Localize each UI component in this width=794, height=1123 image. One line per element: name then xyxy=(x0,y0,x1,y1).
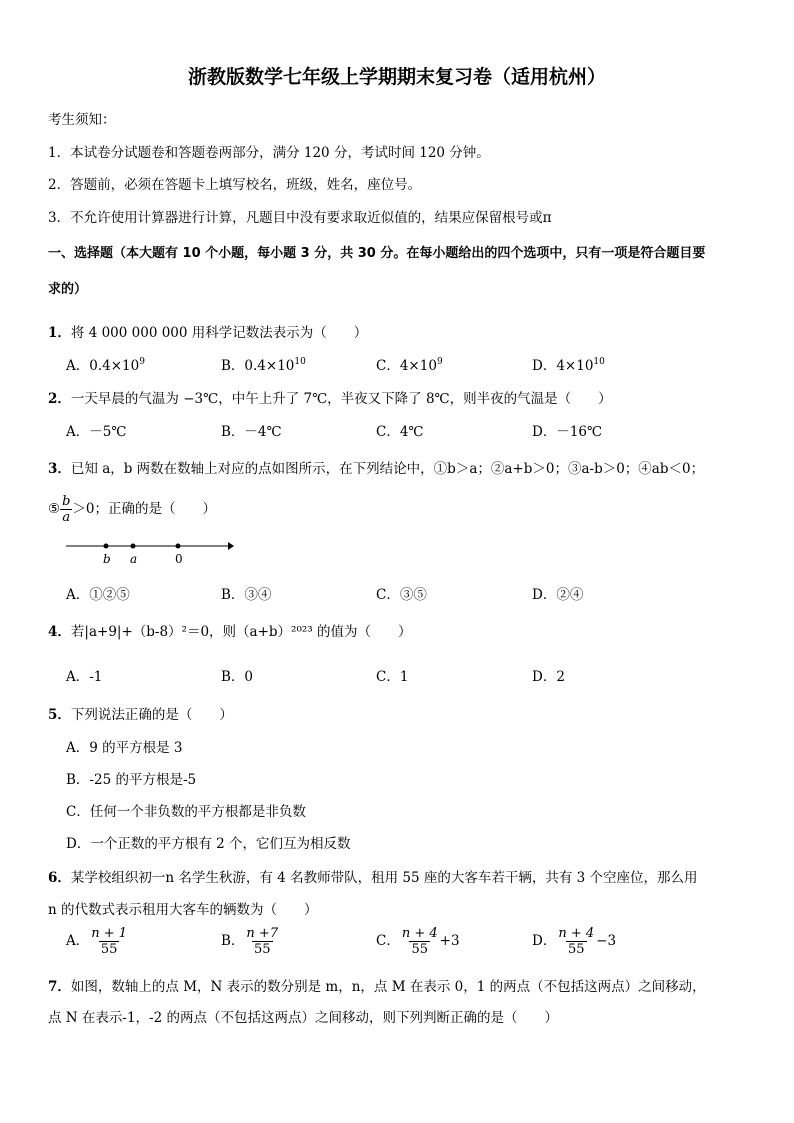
fraction-b-over-a: $\frac{b}{a}$ xyxy=(62,494,71,525)
question-7: 7．如图，数轴上的点 M，N 表示的数分别是 m，n，点 M 在表示 0，1 的两点（不包括这两点）之间移动， xyxy=(48,979,706,995)
q4-option-d: D．2 xyxy=(532,669,565,685)
question-6-cont: n 的代数式表示租用大客车的辆数为（ ） xyxy=(48,902,318,918)
q6-option-d: D． $\frac{n + 4}{55}$ −3 xyxy=(532,926,617,957)
notice-heading: 考生须知： xyxy=(48,112,116,128)
axis-label-zero: 0 xyxy=(175,552,183,566)
q1-option-a: A．$0.4\times 10^9$ xyxy=(66,357,145,374)
section-heading: 一、选择题（本大题有 10 个小题，每小题 3 分，共 30 分。在每小题给出的四个选项中，只有一项是符合题目要 xyxy=(48,246,706,261)
q1-option-d: D．$4\times 10^{10}$ xyxy=(532,357,605,374)
notice-item-1: 1．本试卷分试题卷和答题卷两部分，满分 120 分，考试时间 120 分钟。 xyxy=(48,145,490,161)
axis-label-a: a xyxy=(130,552,138,566)
q6-option-b: B． $\frac{n +7}{55}$ xyxy=(221,926,279,957)
q4-option-b: B．0 xyxy=(221,669,254,685)
question-1 xyxy=(48,321,367,341)
q6-option-a: A． $\frac{n + 1}{55}$ xyxy=(66,926,128,957)
question-3: 3．已知 a，b 两数在数轴上对应的点如图所示，在下列结论中，①b＞a；②a+b＞0；③a-b＞0；④ab＜0； xyxy=(48,461,705,477)
page-title: 浙教版数学七年级上学期期末复习卷（适用杭州） xyxy=(187,66,606,88)
q4-option-a: A．-1 xyxy=(66,669,103,685)
question-text: 将 4 000 000 000 用科学记数法表示为（ ） xyxy=(70,325,368,341)
question-4: 4．若|a+9|+（b-8）²＝0，则（a+b）²⁰²³ 的值为（ ） xyxy=(48,624,412,640)
q3-option-a: A．①②⑤ xyxy=(66,587,130,603)
question-6: 6．某学校组织初一n 名学生秋游，有 4 名教师带队，租用 55 座的大客车若干辆，共有 3 个空座位，那么用 xyxy=(48,870,698,886)
q5-option-b: B．-25 的平方根是-5 xyxy=(66,772,197,788)
q2-option-b: B．－4℃ xyxy=(221,424,282,440)
question-3-cont: ⑤ $\frac{b}{a}$ ＞0；正确的是（ ） xyxy=(48,494,217,525)
q4-option-c: C．1 xyxy=(376,669,409,685)
notice-item-2: 2．答题前，必须在答题卡上填写校名，班级，姓名，座位号。 xyxy=(48,177,422,193)
q1-option-b: B．$0.4\times 10^{10}$ xyxy=(221,357,306,374)
number-line-figure xyxy=(64,538,234,568)
q3-option-d: D．②④ xyxy=(532,587,584,603)
q3-option-b: B．③④ xyxy=(221,587,272,603)
q1-option-c: C．$4\times 10^9$ xyxy=(376,357,443,374)
q5-option-d: D．一个正数的平方根有 2 个，它们互为相反数 xyxy=(66,836,351,852)
question-5: 5．下列说法正确的是（ ） xyxy=(48,707,233,723)
question-number: 1． xyxy=(48,325,71,341)
q5-option-a: A．9 的平方根是 3 xyxy=(66,740,183,756)
q2-option-d: D．－16℃ xyxy=(532,424,603,440)
question-7-cont: 点 N 在表示-1，-2 的两点（不包括这两点）之间移动，则下列判断正确的是（ ） xyxy=(48,1010,558,1026)
q2-option-a: A．－5℃ xyxy=(66,424,127,440)
q3-option-c: C．③⑤ xyxy=(376,587,427,603)
q6-option-c: C． $\frac{n + 4}{55}$ +3 xyxy=(376,926,460,957)
section-heading-cont: 求的） xyxy=(48,282,88,297)
question-2: 2．一天早晨的气温为 −3℃，中午上升了 7℃，半夜又下降了 8℃，则半夜的气温是（ ） xyxy=(48,391,612,407)
notice-item-3: 3．不允许使用计算器进行计算，凡题目中没有要求取近似值的，结果应保留根号或π xyxy=(48,210,552,226)
q2-option-c: C．4℃ xyxy=(376,424,424,440)
q5-option-c: C．任何一个非负数的平方根都是非负数 xyxy=(66,804,306,820)
axis-label-b: b xyxy=(103,552,111,566)
